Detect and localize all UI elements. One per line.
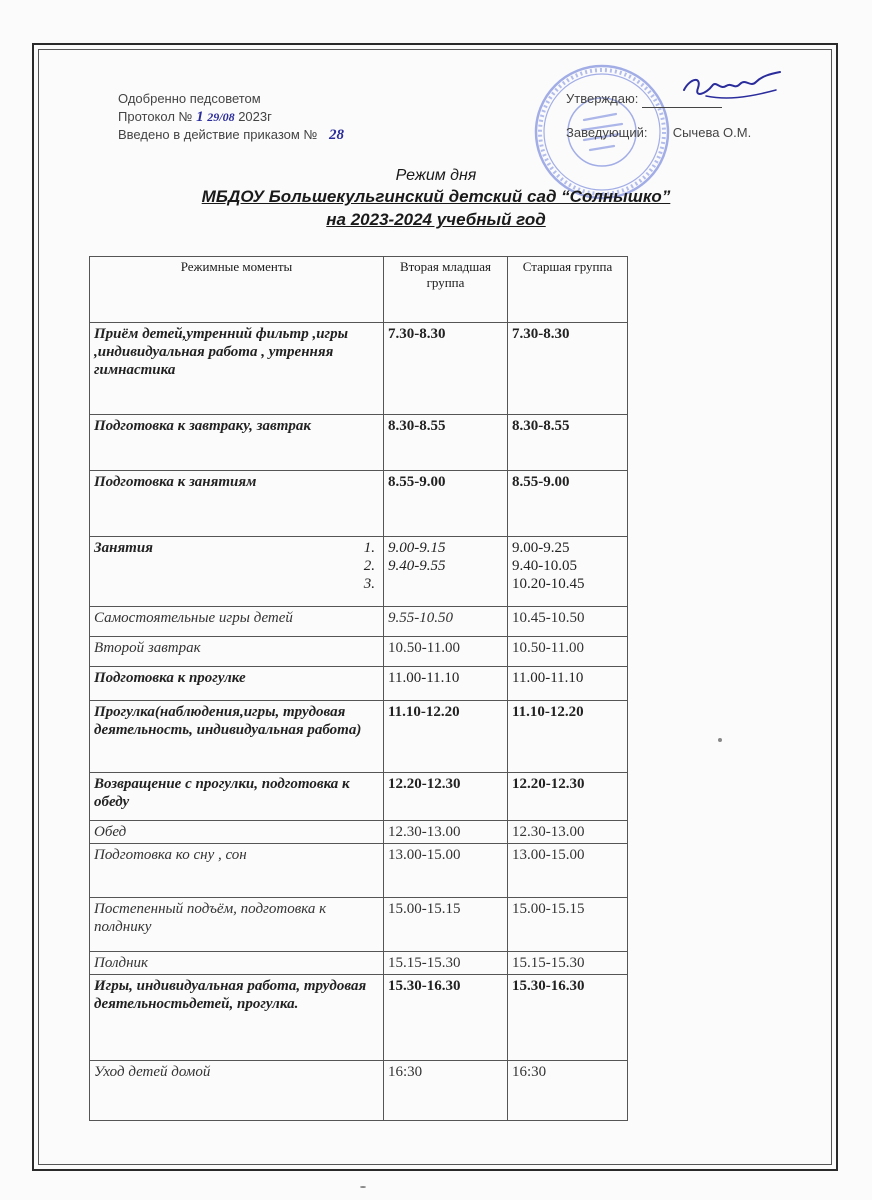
approval-line-2: Протокол № 1 29/08 2023г [118, 109, 272, 125]
approval-block [118, 90, 344, 144]
approved-by-block [566, 90, 751, 142]
approved-label-row: Утверждаю: [566, 90, 751, 108]
table-row: Полдник 15.15-15.30 15.15-15.30 [90, 952, 628, 975]
school-year: на 2023-2024 учебный год [326, 210, 546, 229]
signature-line [642, 95, 722, 108]
director-row: Заведующий: Сычева О.М. [566, 125, 752, 140]
table-row: Подготовка ко сну , сон 13.00-15.00 13.00-15.00 [90, 844, 628, 898]
table-row: Самостоятельные игры детей 9.55-10.50 10.45-10.50 [90, 607, 628, 637]
table-row: Приём детей,утренний фильтр ,игры ,индивидуальная работа , утренняя гимнастика 7.30-8.30 7.30-8.30 [90, 323, 628, 415]
daily-schedule-table [89, 256, 628, 1121]
protocol-date: 29/08 [207, 110, 235, 124]
table-header-row [90, 257, 628, 323]
table-row: Подготовка к прогулке 11.00-11.10 11.00-11.10 [90, 667, 628, 701]
approval-line-1: Одобренно педсоветом [118, 91, 261, 106]
table-row: Игры, индивидуальная работа, трудовая деятельностьдетей, прогулка. 15.30-16.30 15.30-16.30 [90, 975, 628, 1061]
table-row: Подготовка к занятиям 8.55-9.00 8.55-9.00 [90, 471, 628, 537]
table-row: Уход детей домой 16:30 16:30 [90, 1061, 628, 1121]
header-group-senior: Старшая группа [508, 257, 628, 323]
approval-line-3: Введено в действие приказом № 28 [118, 127, 345, 143]
director-name: Сычева О.М. [672, 125, 752, 140]
table-row: Постепенный подъём, подготовка к полднику 15.00-15.15 15.00-15.15 [90, 898, 628, 952]
protocol-number: 1 [196, 109, 204, 125]
header-activity: Режимные моменты [90, 257, 384, 323]
table-row: Прогулка(наблюдения,игры, трудовая деятельность, индивидуальная работа) 11.10-12.20 11.10-12.20 [90, 701, 628, 773]
table-row: Подготовка к завтраку, завтрак 8.30-8.55 8.30-8.55 [90, 415, 628, 471]
table-row: Второй завтрак 10.50-11.00 10.50-11.00 [90, 637, 628, 667]
lesson-numbers: 1. 2. 3. [363, 540, 375, 592]
table-row: Обед 12.30-13.00 12.30-13.00 [90, 821, 628, 844]
document-title: Режим дня [395, 167, 477, 184]
header-group-junior: Вторая младшая группа [384, 257, 508, 323]
scan-speck [360, 1186, 366, 1188]
order-number: 28 [329, 127, 345, 143]
institution-name: МБДОУ Большекульгинский детский сад “Солнышко” [201, 187, 671, 206]
table-row-lessons: Занятия 1. 2. 3. 9.00-9.15 9.40-9.55 9.00-9.25 9.40-10.05 10.20-10.45 [90, 537, 628, 607]
table-row: Возвращение с прогулки, подготовка к обеду 12.20-12.30 12.20-12.30 [90, 773, 628, 821]
scan-speck [718, 738, 722, 742]
